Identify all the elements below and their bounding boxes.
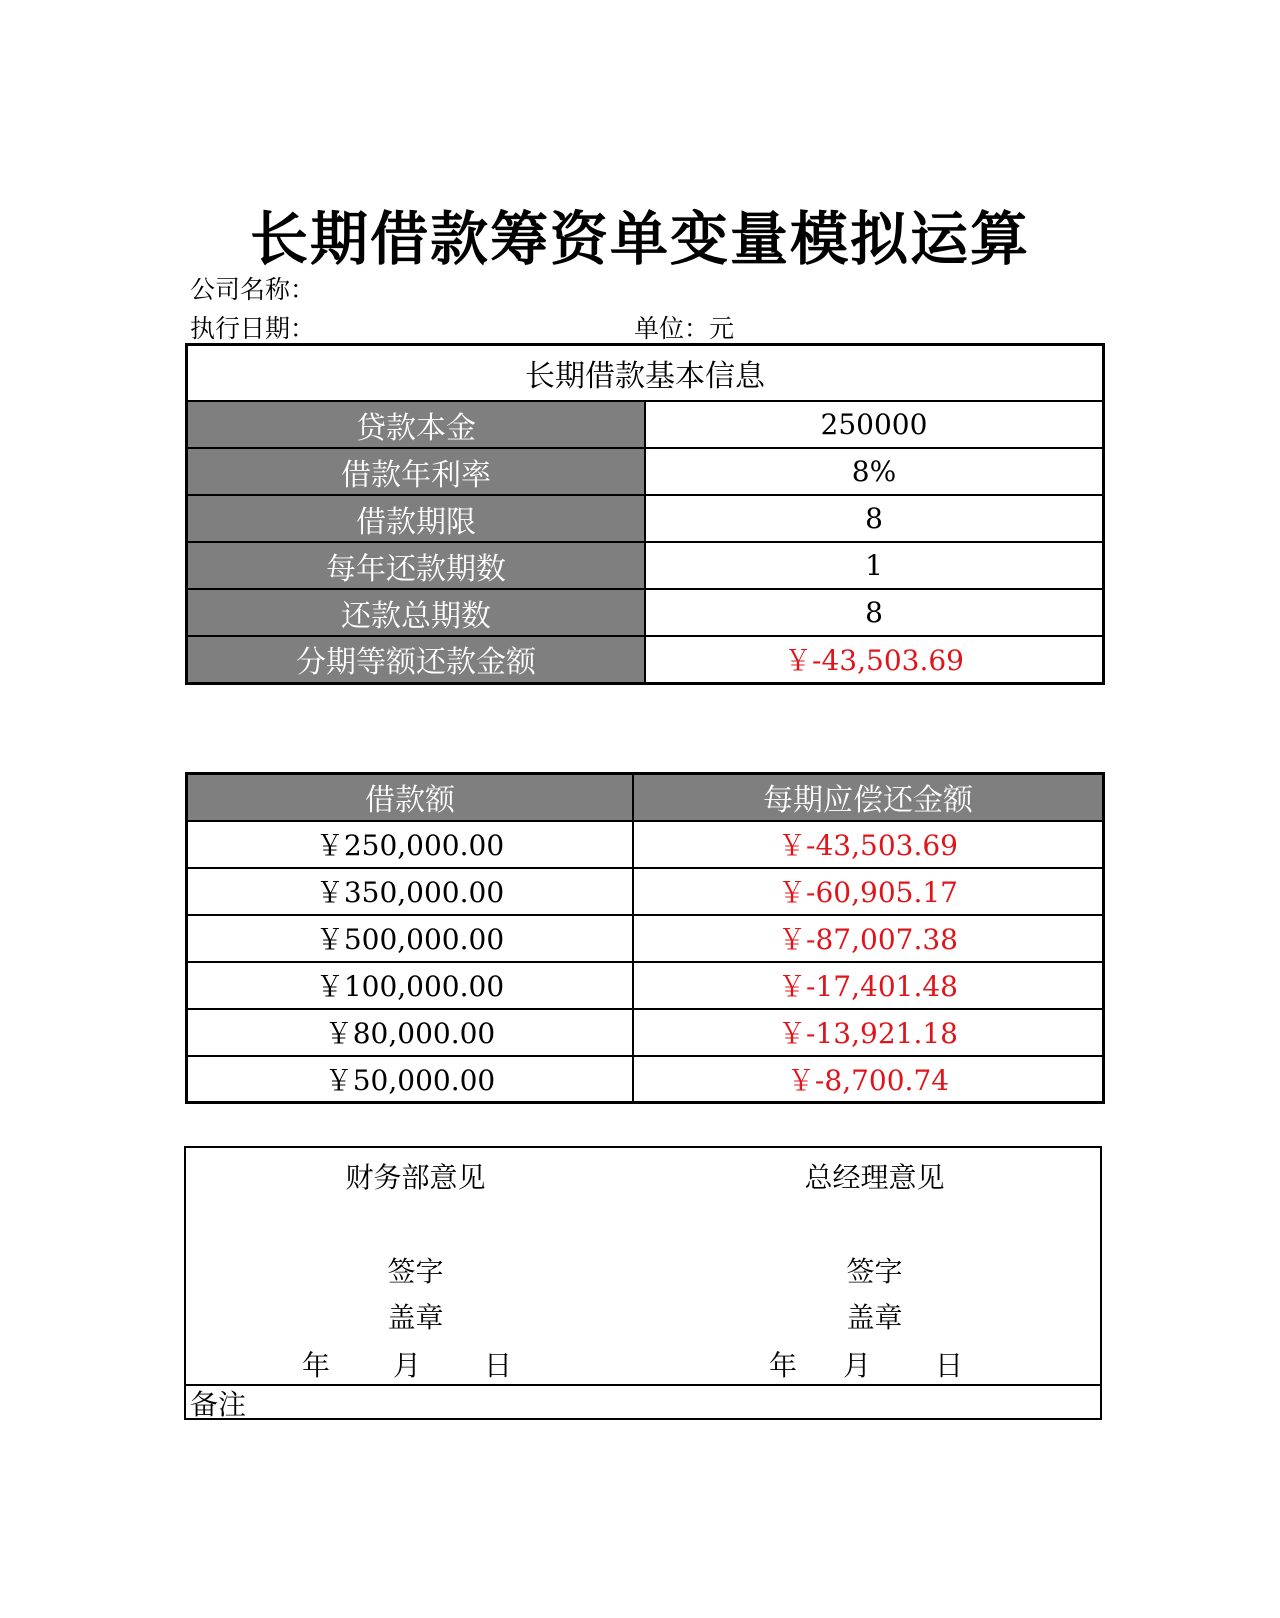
table-row	[187, 868, 1104, 915]
gm-month-label: 月	[843, 1349, 872, 1382]
remarks-label[interactable]: 备注	[186, 1384, 1100, 1420]
loan-basic-info-table	[185, 343, 1105, 685]
gm-opinion-label: 总经理意见	[804, 1161, 945, 1194]
principal-label: 贷款本金	[187, 401, 646, 448]
finance-opinion-block	[186, 1148, 645, 1384]
payment-cell[interactable]: ￥-13,921.18	[633, 1009, 1104, 1056]
payment-cell[interactable]: ￥-60,905.17	[633, 868, 1104, 915]
finance-seal-label: 盖章	[387, 1301, 444, 1334]
total-periods-value[interactable]: 8	[645, 589, 1104, 636]
loan-amount-cell[interactable]: ￥80,000.00	[187, 1009, 634, 1056]
table-row	[187, 1056, 1104, 1103]
gm-day-label: 日	[935, 1349, 964, 1382]
payment-header: 每期应偿还金额	[633, 774, 1104, 821]
finance-day-label: 日	[484, 1349, 513, 1382]
loan-amount-cell[interactable]: ￥100,000.00	[187, 962, 634, 1009]
annual-rate-value[interactable]: 8%	[645, 448, 1104, 495]
table-row	[187, 542, 1104, 589]
payments-per-year-label: 每年还款期数	[187, 542, 646, 589]
annual-rate-label: 借款年利率	[187, 448, 646, 495]
payment-cell[interactable]: ￥-87,007.38	[633, 915, 1104, 962]
loan-amount-header: 借款额	[187, 774, 634, 821]
signoff-box	[184, 1146, 1102, 1420]
finance-year-label: 年	[302, 1349, 331, 1382]
payments-per-year-value[interactable]: 1	[645, 542, 1104, 589]
table-row	[187, 401, 1104, 448]
finance-opinion-label: 财务部意见	[345, 1161, 486, 1194]
gm-signature-label: 签字	[846, 1255, 903, 1288]
finance-signature-label: 签字	[387, 1255, 444, 1288]
loan-term-label: 借款期限	[187, 495, 646, 542]
payment-cell[interactable]: ￥-43,503.69	[633, 821, 1104, 868]
installment-value[interactable]: ￥-43,503.69	[645, 636, 1104, 683]
payment-cell[interactable]: ￥-8,700.74	[633, 1056, 1104, 1103]
table-row	[187, 1009, 1104, 1056]
table-row	[187, 821, 1104, 868]
loan-term-value[interactable]: 8	[645, 495, 1104, 542]
table-row	[187, 962, 1104, 1009]
page-title: 长期借款筹资单变量模拟运算	[249, 205, 1030, 273]
loan-amount-cell[interactable]: ￥250,000.00	[187, 821, 634, 868]
gm-seal-label: 盖章	[846, 1301, 903, 1334]
installment-label: 分期等额还款金额	[187, 636, 646, 683]
table-row	[187, 636, 1104, 683]
principal-value[interactable]: 250000	[645, 401, 1104, 448]
payment-cell[interactable]: ￥-17,401.48	[633, 962, 1104, 1009]
gm-year-label: 年	[769, 1349, 798, 1382]
info-table-header: 长期借款基本信息	[187, 345, 1104, 402]
execution-date-label: 执行日期：	[190, 314, 316, 343]
table-row	[187, 915, 1104, 962]
company-name-label: 公司名称：	[190, 275, 316, 304]
table-row	[187, 495, 1104, 542]
table-row	[187, 448, 1104, 495]
unit-label: 单位：元	[634, 314, 735, 343]
loan-simulation-table	[185, 772, 1105, 1104]
table-row	[187, 589, 1104, 636]
gm-opinion-block	[645, 1148, 1104, 1384]
loan-amount-cell[interactable]: ￥350,000.00	[187, 868, 634, 915]
finance-month-label: 月	[393, 1349, 422, 1382]
total-periods-label: 还款总期数	[187, 589, 646, 636]
loan-amount-cell[interactable]: ￥500,000.00	[187, 915, 634, 962]
loan-amount-cell[interactable]: ￥50,000.00	[187, 1056, 634, 1103]
